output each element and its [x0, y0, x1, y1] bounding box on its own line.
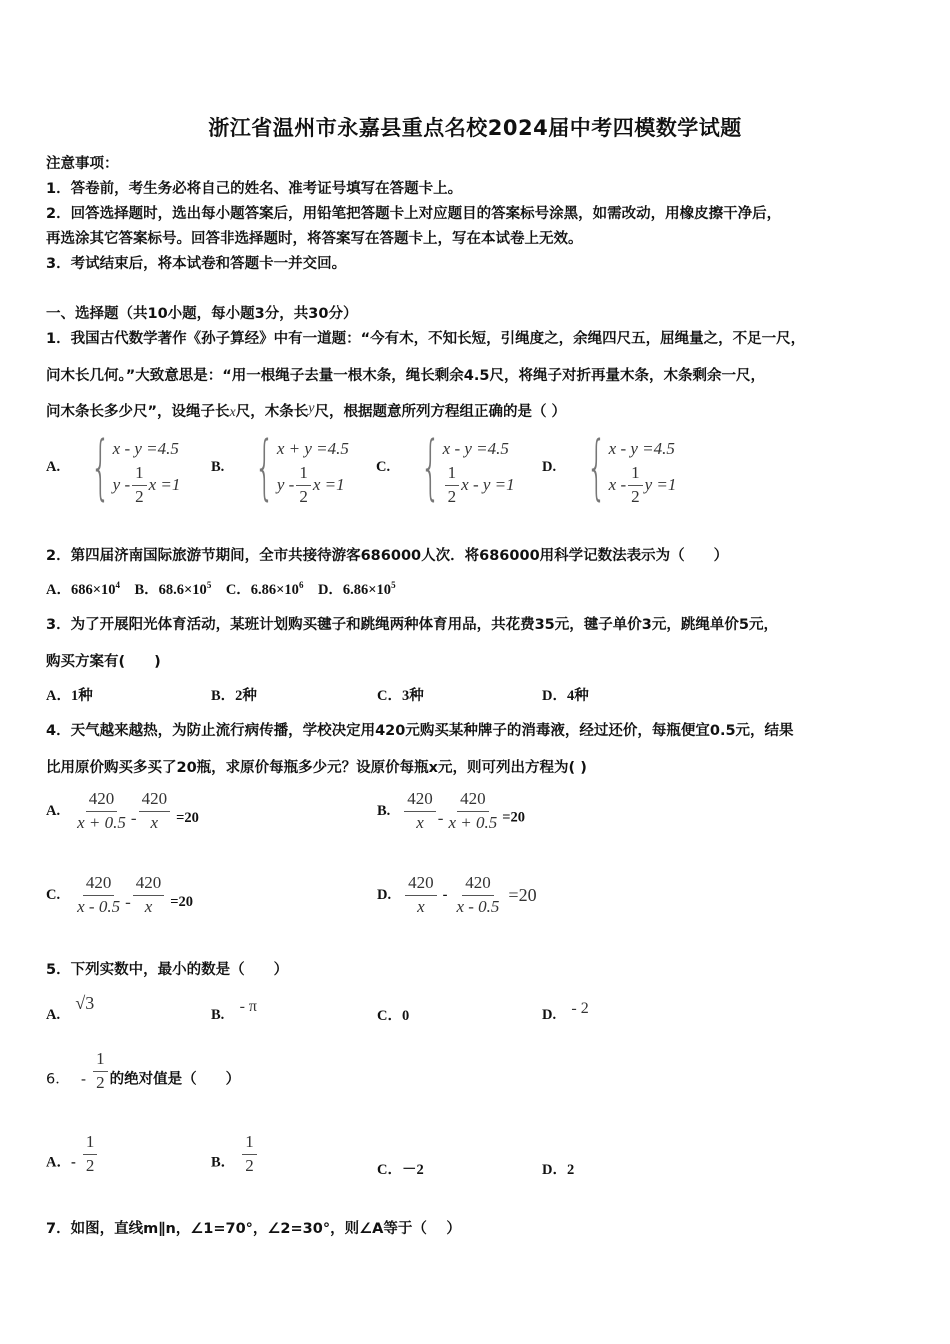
equation-1: x + y =4.5 — [276, 439, 349, 458]
q3-line-2: 购买方案有( ) — [46, 654, 161, 670]
q6-option-a[interactable]: A．- $\frac{1}{2}$ — [46, 1133, 99, 1175]
q3-line-1: 3．为了开展阳光体育活动，某班计划购买毽子和跳绳两种体育用品，共花费35元，毽子单价3元，跳绳单价5元， — [46, 617, 778, 633]
q3-option-b[interactable]: B．2种 — [211, 688, 257, 704]
notice-item-2-cont: 再选涂其它答案标号。回答非选择题时，将答案写在答题卡上，写在本试卷上无效。 — [46, 231, 583, 247]
equation-2: y - $\frac{1}{2}$ x =1 — [276, 462, 345, 506]
q2-option-b[interactable]: B．$68.6\times 10^5$ — [134, 580, 212, 598]
q3-option-a[interactable]: A．1种 — [46, 688, 93, 704]
equation-1: x - y =4.5 — [608, 439, 675, 458]
q6-option-d[interactable]: D．2 — [542, 1162, 575, 1178]
q3-option-d[interactable]: D．4种 — [542, 688, 589, 704]
q6-option-b[interactable]: B． $\frac{1}{2}$ — [211, 1133, 259, 1175]
q6-text: 6． - $\frac{1}{2}$ 的绝对值是（ ） — [46, 1049, 241, 1092]
q4-line-2: 比用原价购买多买了20瓶，求原价每瓶多少元？设原价每瓶x元，则可列出方程为( ) — [46, 760, 587, 776]
q1-line-3 — [46, 400, 566, 421]
q1-line-3b: 尺，木条长 — [235, 404, 309, 420]
q5-option-a[interactable]: A. √3 — [46, 993, 95, 1023]
notice-item-3: 3．考试结束后，将本试卷和答题卡一并交回。 — [46, 256, 347, 272]
q1-line-3a: 问木条长多少尺”，设绳子长 — [46, 404, 230, 420]
brace-icon: { — [586, 426, 607, 508]
q4-option-c[interactable]: C. $\frac{420}{x - 0.5}$ - $\frac{420}{x}$ =20 — [46, 873, 194, 916]
q1-option-a[interactable] — [46, 426, 181, 508]
equation-1: x - y =4.5 — [112, 439, 179, 458]
q4-option-a[interactable]: A. $\frac{420}{x + 0.5}$ - $\frac{420}{x}$ =20 — [46, 789, 199, 832]
q1-option-c[interactable] — [376, 426, 515, 508]
q3-option-c[interactable]: C．3种 — [377, 688, 424, 704]
option-label: A. — [46, 458, 61, 475]
q2-option-d[interactable]: D．$6.86\times 10^5$ — [317, 580, 396, 598]
notice-heading: 注意事项： — [46, 156, 119, 172]
equation-1: x - y =4.5 — [442, 439, 509, 458]
q5-option-b[interactable]: B. - π — [211, 998, 257, 1023]
brace-icon: { — [420, 426, 441, 508]
equation-2: x - $\frac{1}{2}$ y =1 — [608, 462, 677, 506]
q2-option-a[interactable]: A．$686\times 10^4$ — [46, 580, 120, 598]
q7-text: 7．如图，直线m∥n，∠1=70°，∠2=30°，则∠A等于（ ） — [46, 1221, 461, 1237]
option-label: C. — [376, 458, 391, 475]
option-label: D. — [542, 458, 557, 475]
notice-item-2: 2．回答选择题时，选出每小题答案后，用铅笔把答题卡上对应题目的答案标号涂黑，如需改动，用橡皮擦干净后， — [46, 206, 782, 222]
q1-line-2: 问木长几何。”大致意思是：“用一根绳子去量一根木条，绳长剩余4.5尺，将绳子对折再量木条，木条剩余一尺， — [46, 368, 765, 384]
notice-item-1: 1．答卷前，考生务必将自己的姓名、准考证号填写在答题卡上。 — [46, 181, 463, 197]
brace-icon: { — [90, 426, 111, 508]
q4-line-1: 4．天气越来越热，为防止流行病传播，学校决定用420元购买某种牌子的消毒液，经过还价，每瓶便宜0.5元，结果 — [46, 723, 794, 739]
q1-line-1: 1．我国古代数学著作《孙子算经》中有一道题：“今有木，不知长短，引绳度之，余绳四尺五，屈绳量之，不足一尺， — [46, 331, 806, 347]
brace-icon: { — [254, 426, 275, 508]
q5-option-c[interactable]: C．0 — [377, 1008, 410, 1024]
q5-text: 5．下列实数中，最小的数是（ ） — [46, 962, 289, 978]
section-heading: 一、选择题（共10小题，每小题3分，共30分） — [46, 306, 358, 322]
q4-option-b[interactable]: B. $\frac{420}{x}$ - $\frac{420}{x + 0.5}$ =20 — [377, 789, 526, 832]
q1-options — [46, 426, 906, 518]
var-y: y — [308, 401, 315, 416]
equation-2: $\frac{1}{2}$ x - y =1 — [443, 470, 515, 500]
q4-option-d[interactable]: D. $\frac{420}{x}$ - $\frac{420}{x - 0.5}$ =20 — [377, 873, 537, 916]
q2-option-c[interactable]: C．$6.86\times 10^6$ — [225, 580, 304, 598]
exam-title: 浙江省温州市永嘉县重点名校2024届中考四模数学试题 — [208, 116, 742, 140]
option-label: B. — [211, 458, 225, 475]
q1-option-d[interactable] — [542, 426, 677, 508]
equation-2: y - $\frac{1}{2}$ x =1 — [112, 462, 181, 506]
q6-option-c[interactable]: C．－2 — [377, 1162, 424, 1178]
q2-text: 2．第四届济南国际旅游节期间，全市共接待游客686000人次．将686000用科学记数法表示为（ ） — [46, 548, 729, 564]
q5-option-d[interactable]: D. - 2 — [542, 1000, 589, 1023]
q1-line-3c: 尺，根据题意所列方程组正确的是（ ） — [314, 404, 567, 420]
var-x: x — [229, 405, 236, 420]
q2-options — [46, 578, 396, 599]
q1-option-b[interactable] — [211, 426, 349, 508]
